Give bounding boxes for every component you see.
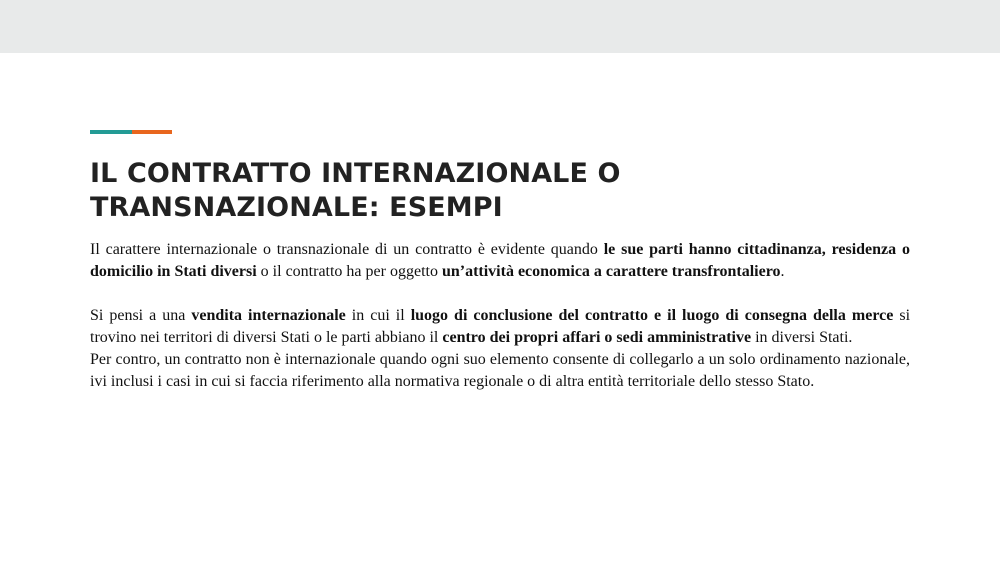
p1-text-b: o il contratto ha per oggetto [256, 263, 442, 280]
paragraph-2 [90, 305, 910, 349]
title-accent-bar [90, 130, 172, 134]
slide-body [90, 239, 910, 393]
p2-text-d: in diversi Stati. [751, 329, 853, 346]
p2-text-a: Si pensi a una [90, 307, 192, 324]
p2-bold-c: centro dei propri affari o sedi amministrative [442, 329, 752, 346]
p1-text-c: . [780, 263, 785, 280]
paragraph-3: Per contro, un contratto non è internazionale quando ogni suo elemento consente di collegarlo a un solo ordinamento nazionale, ivi inclusi i casi in cui si faccia riferimento alla normativa regionale o di altra entità territoriale dello stesso Stato. [90, 351, 910, 390]
accent-teal-segment [90, 130, 132, 134]
p2-bold-b: luogo di conclusione del contratto e il luogo di consegna della merce [410, 307, 894, 324]
paragraph-1 [90, 239, 910, 283]
p2-text-b: in cui il [345, 307, 411, 324]
p1-bold-b: un’attività economica a carattere transfrontaliero [441, 263, 781, 280]
p1-text-a: Il carattere internazionale o transnazionale di un contratto è evidente quando [90, 241, 604, 258]
accent-orange-segment [132, 130, 172, 134]
p2-bold-a: vendita internazionale [191, 307, 346, 324]
p1-bold-a: le sue parti hanno cittadinanza, residenza o domicilio in Stati diversi [90, 241, 910, 280]
top-banner [0, 0, 1000, 53]
title-line-2: TRANSNAZIONALE: ESEMPI [90, 192, 503, 223]
p2-text-c: si trovino nei territori di diversi Stati o le parti abbiano il [90, 307, 911, 346]
title-line-1: IL CONTRATTO INTERNAZIONALE O [90, 158, 621, 189]
slide-title [90, 157, 910, 225]
